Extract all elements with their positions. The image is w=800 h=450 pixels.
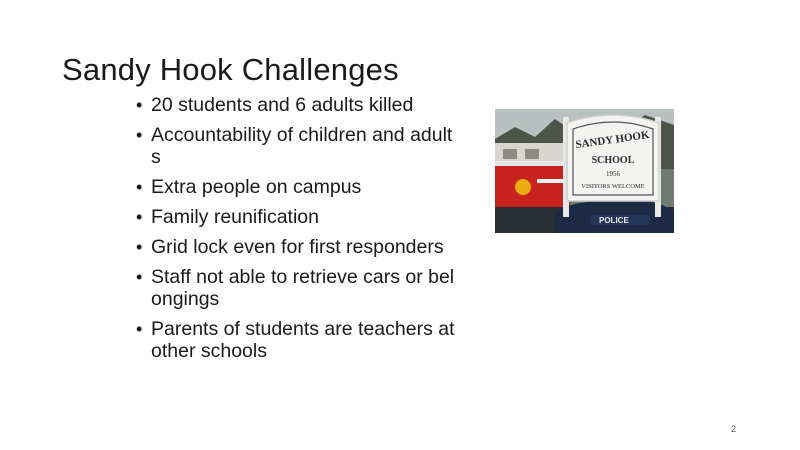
bullet-item [136,266,496,310]
slide-title: Sandy Hook Challenges [62,52,399,87]
bullet-item [136,176,496,198]
bullet-text: Extra people on campus [151,176,362,198]
bullet-text: Staff not able to retrieve cars or bel [151,266,455,288]
bullet-marker: • [136,267,143,287]
bullet-list [136,94,496,370]
bullet-text: Parents of students are teachers at [151,318,455,340]
bullet-text: Family reunification [151,206,319,228]
bullet-text-continued: other schools [151,340,267,362]
bullet-item [136,124,496,168]
bullet-item [136,236,496,258]
bullet-item [136,94,496,116]
sign-line-2: SCHOOL [591,155,635,166]
police-text: POLICE [599,216,629,225]
photo-illustration [495,109,674,233]
bullet-marker: • [136,237,143,257]
bullet-marker: • [136,125,143,145]
sign-line-1: SANDY HOOK [574,128,651,152]
bullet-marker: • [136,207,143,227]
fire-truck [495,161,570,207]
bullet-item [136,318,496,362]
page-number: 2 [731,424,737,434]
bullet-text-continued: s [151,146,161,168]
sign-tagline: VISITORS WELCOME [581,183,645,190]
bullet-text-continued: ongings [151,288,220,310]
bullet-marker: • [136,177,143,197]
bullet-item [136,206,496,228]
bullet-text: Grid lock even for first responders [151,236,444,258]
bullet-text: Accountability of children and adult [151,124,453,146]
bullet-marker: • [136,95,143,115]
sign-year: 1956 [606,170,620,178]
bullet-marker: • [136,319,143,339]
bullet-text: 20 students and 6 adults killed [151,94,414,116]
school-sign-photo [495,109,674,233]
